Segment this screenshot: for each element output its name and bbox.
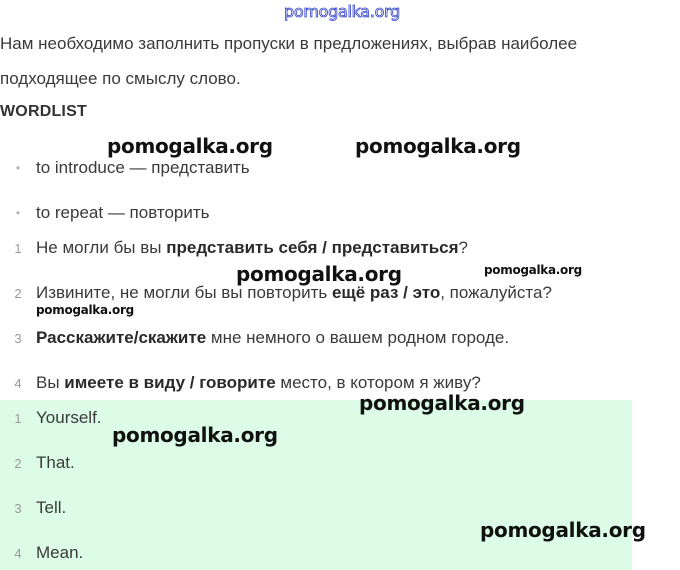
answer-number: 1 (14, 410, 22, 426)
answer-text: That. (36, 453, 75, 472)
answer-text: Mean. (36, 543, 84, 562)
sentence-options: представить себя / представиться (166, 238, 459, 257)
watermark: pomogalka.org (480, 518, 646, 542)
answer-text: Yourself. (36, 408, 102, 427)
answer-number: 2 (14, 455, 22, 471)
sentence-part: Вы (36, 373, 65, 392)
wordlist-item (0, 201, 210, 225)
answer-number: 4 (14, 545, 22, 561)
sentence-options: Расскажите/скажите (36, 328, 207, 347)
sentence-part: ? (458, 238, 469, 257)
task-description-line: подходящее по смыслу слово. (0, 69, 241, 88)
watermark: pomogalka.org (36, 303, 134, 317)
answer-text: Tell. (36, 498, 67, 517)
sentence-item (0, 236, 468, 260)
watermark: pomogalka.org (112, 423, 278, 447)
sentence-text (36, 328, 509, 348)
answer-item (0, 451, 75, 475)
watermark: pomogalka.org (359, 391, 525, 415)
sentence-number: 3 (14, 330, 22, 346)
sentence-text (36, 373, 481, 393)
watermark: pomogalka.org (107, 134, 273, 158)
sentence-number: 2 (14, 285, 22, 301)
sentence-part: Извините, не могли бы вы повторить (36, 283, 332, 302)
sentence-number: 4 (14, 375, 22, 391)
task-description (0, 26, 650, 96)
sentence-options: ещё раз / это (331, 283, 441, 302)
sentence-part: мне немного о вашем родном городе. (206, 328, 510, 347)
answer-item (0, 541, 83, 565)
watermark: pomogalka.org (236, 262, 402, 286)
sentence-part: место, в котором я живу? (275, 373, 481, 392)
watermark-top: pomogalka.org (284, 2, 400, 21)
sentence-part: , пожалуйста? (440, 283, 552, 302)
bullet-marker: • (15, 206, 21, 220)
wordlist-item (0, 156, 250, 180)
sentence-text (36, 238, 468, 258)
bullet-marker: • (15, 161, 21, 175)
task-description-line: Нам необходимо заполнить пропуски в предложениях, выбрав наиболее (0, 34, 578, 53)
answer-number: 3 (14, 500, 22, 516)
wordlist-item-text: to introduce — представить (36, 158, 250, 177)
sentence-item (0, 326, 509, 350)
watermark: pomogalka.org (355, 134, 521, 158)
sentence-part: Не могли бы вы (36, 238, 167, 257)
answer-item (0, 496, 66, 520)
sentence-options: имеете в виду / говорите (64, 373, 276, 392)
answer-item (0, 406, 102, 430)
watermark: pomogalka.org (484, 263, 582, 277)
sentence-text (36, 283, 552, 303)
sentence-number: 1 (14, 240, 22, 256)
wordlist-heading: WORDLIST (0, 103, 87, 120)
wordlist-item-text: to repeat — повторить (36, 203, 210, 222)
